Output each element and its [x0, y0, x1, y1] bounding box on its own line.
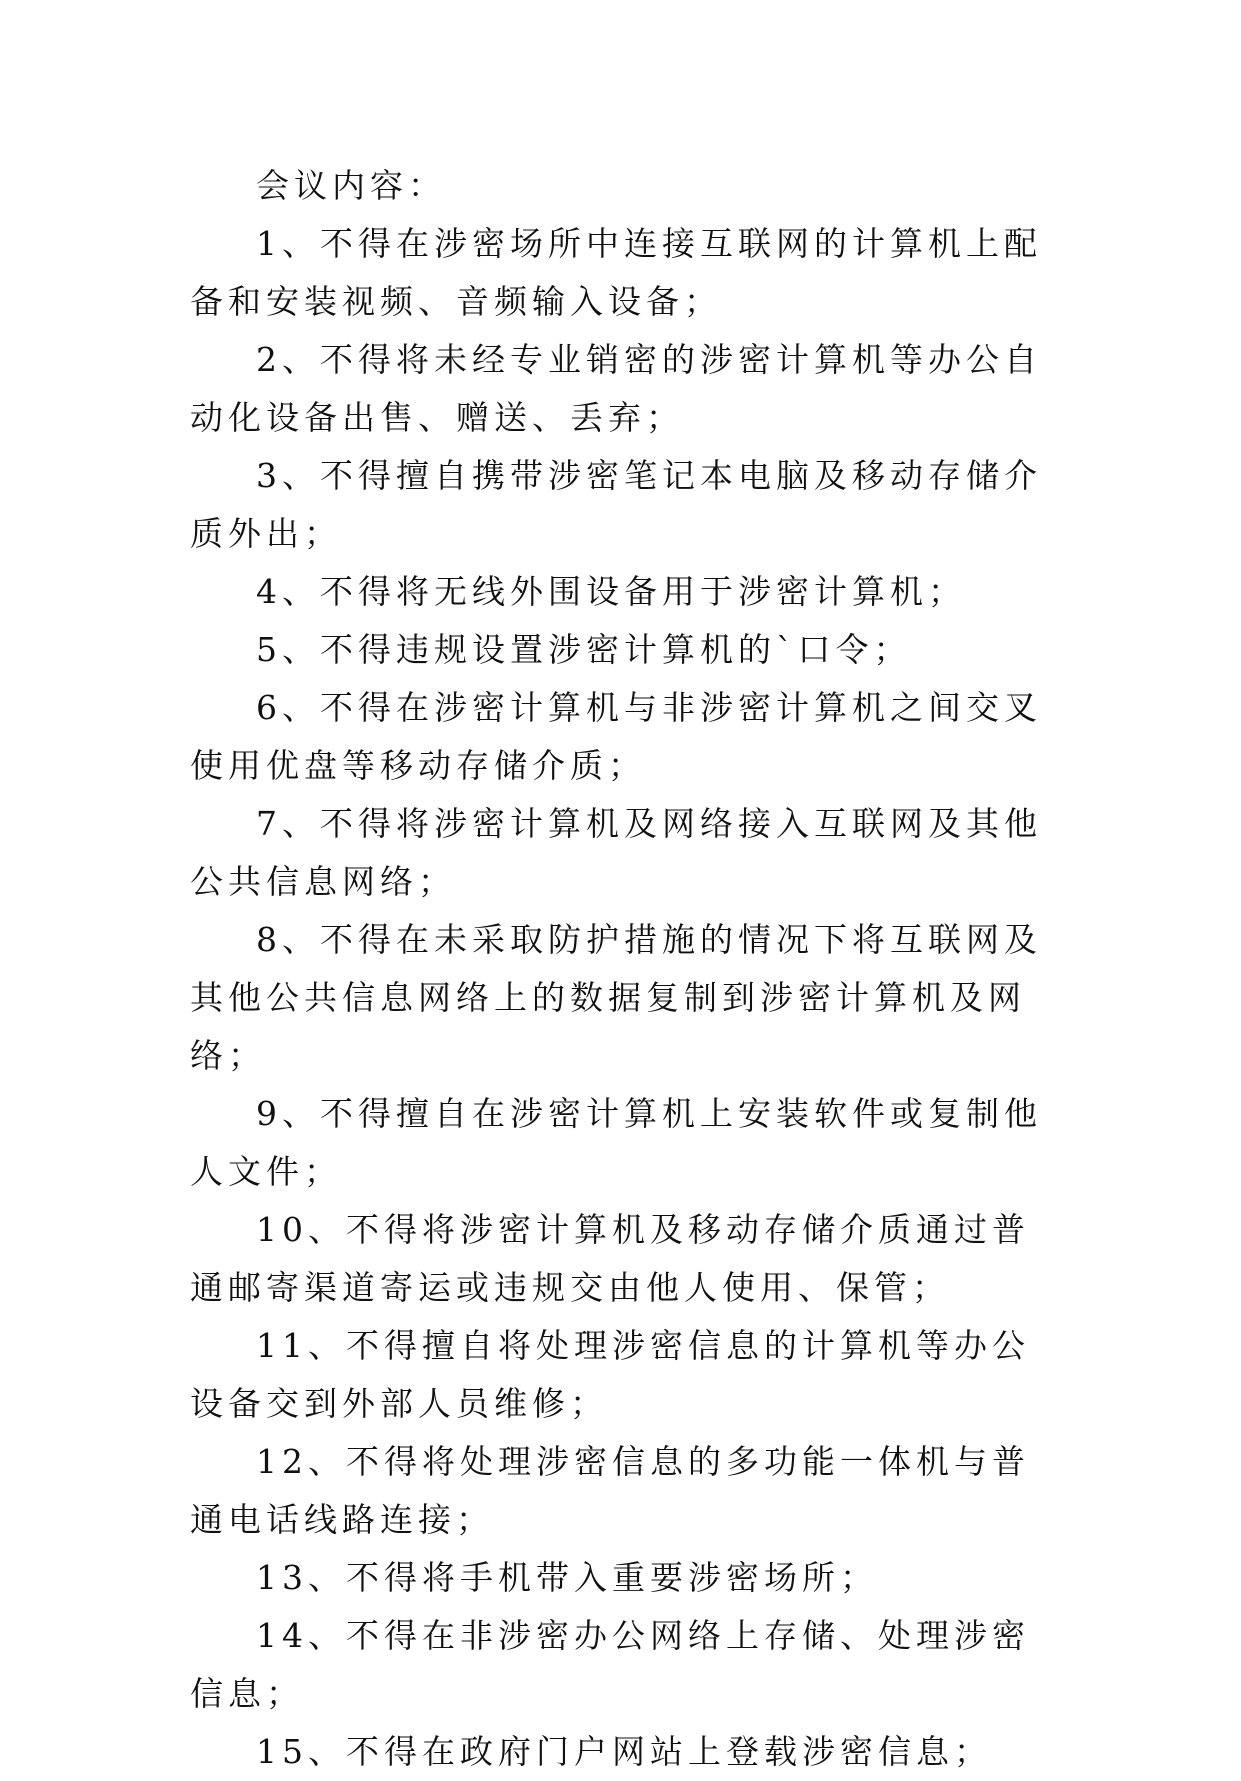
list-item-8: 8、不得在未采取防护措施的情况下将互联网及其他公共信息网络上的数据复制到涉密计算机及网络；	[190, 920, 1042, 1075]
list-item-7: 7、不得将涉密计算机及网络接入互联网及其他公共信息网络；	[190, 804, 1042, 901]
list-item-15: 15、不得在政府门户网站上登载涉密信息；	[256, 1732, 992, 1771]
list-item-4: 4、不得将无线外围设备用于涉密计算机；	[256, 572, 966, 611]
list-item-2: 2、不得将未经专业销密的涉密计算机等办公自动化设备出售、赠送、丢弃；	[190, 340, 1042, 437]
list-item-12: 12、不得将处理涉密信息的多功能一体机与普通电话线路连接；	[190, 1442, 1030, 1539]
section-heading: 会议内容：	[256, 166, 446, 205]
list-item-14: 14、不得在非涉密办公网络上存储、处理涉密信息；	[190, 1616, 1030, 1713]
list-item-1: 1、不得在涉密场所中连接互联网的计算机上配备和安装视频、音频输入设备；	[190, 224, 1042, 321]
list-item-5: 5、不得违规设置涉密计算机的`口令；	[256, 630, 912, 669]
document-body	[190, 157, 1060, 1781]
list-item-9: 9、不得擅自在涉密计算机上安装软件或复制他人文件；	[190, 1094, 1042, 1191]
list-item-6: 6、不得在涉密计算机与非涉密计算机之间交叉使用优盘等移动存储介质；	[190, 688, 1042, 785]
list-item-3: 3、不得擅自携带涉密笔记本电脑及移动存储介质外出；	[190, 456, 1042, 553]
list-item-11: 11、不得擅自将处理涉密信息的计算机等办公设备交到外部人员维修；	[190, 1326, 1030, 1423]
list-item-10: 10、不得将涉密计算机及移动存储介质通过普通邮寄渠道寄运或违规交由他人使用、保管；	[190, 1210, 1030, 1307]
list-item-13: 13、不得将手机带入重要涉密场所；	[256, 1558, 878, 1597]
